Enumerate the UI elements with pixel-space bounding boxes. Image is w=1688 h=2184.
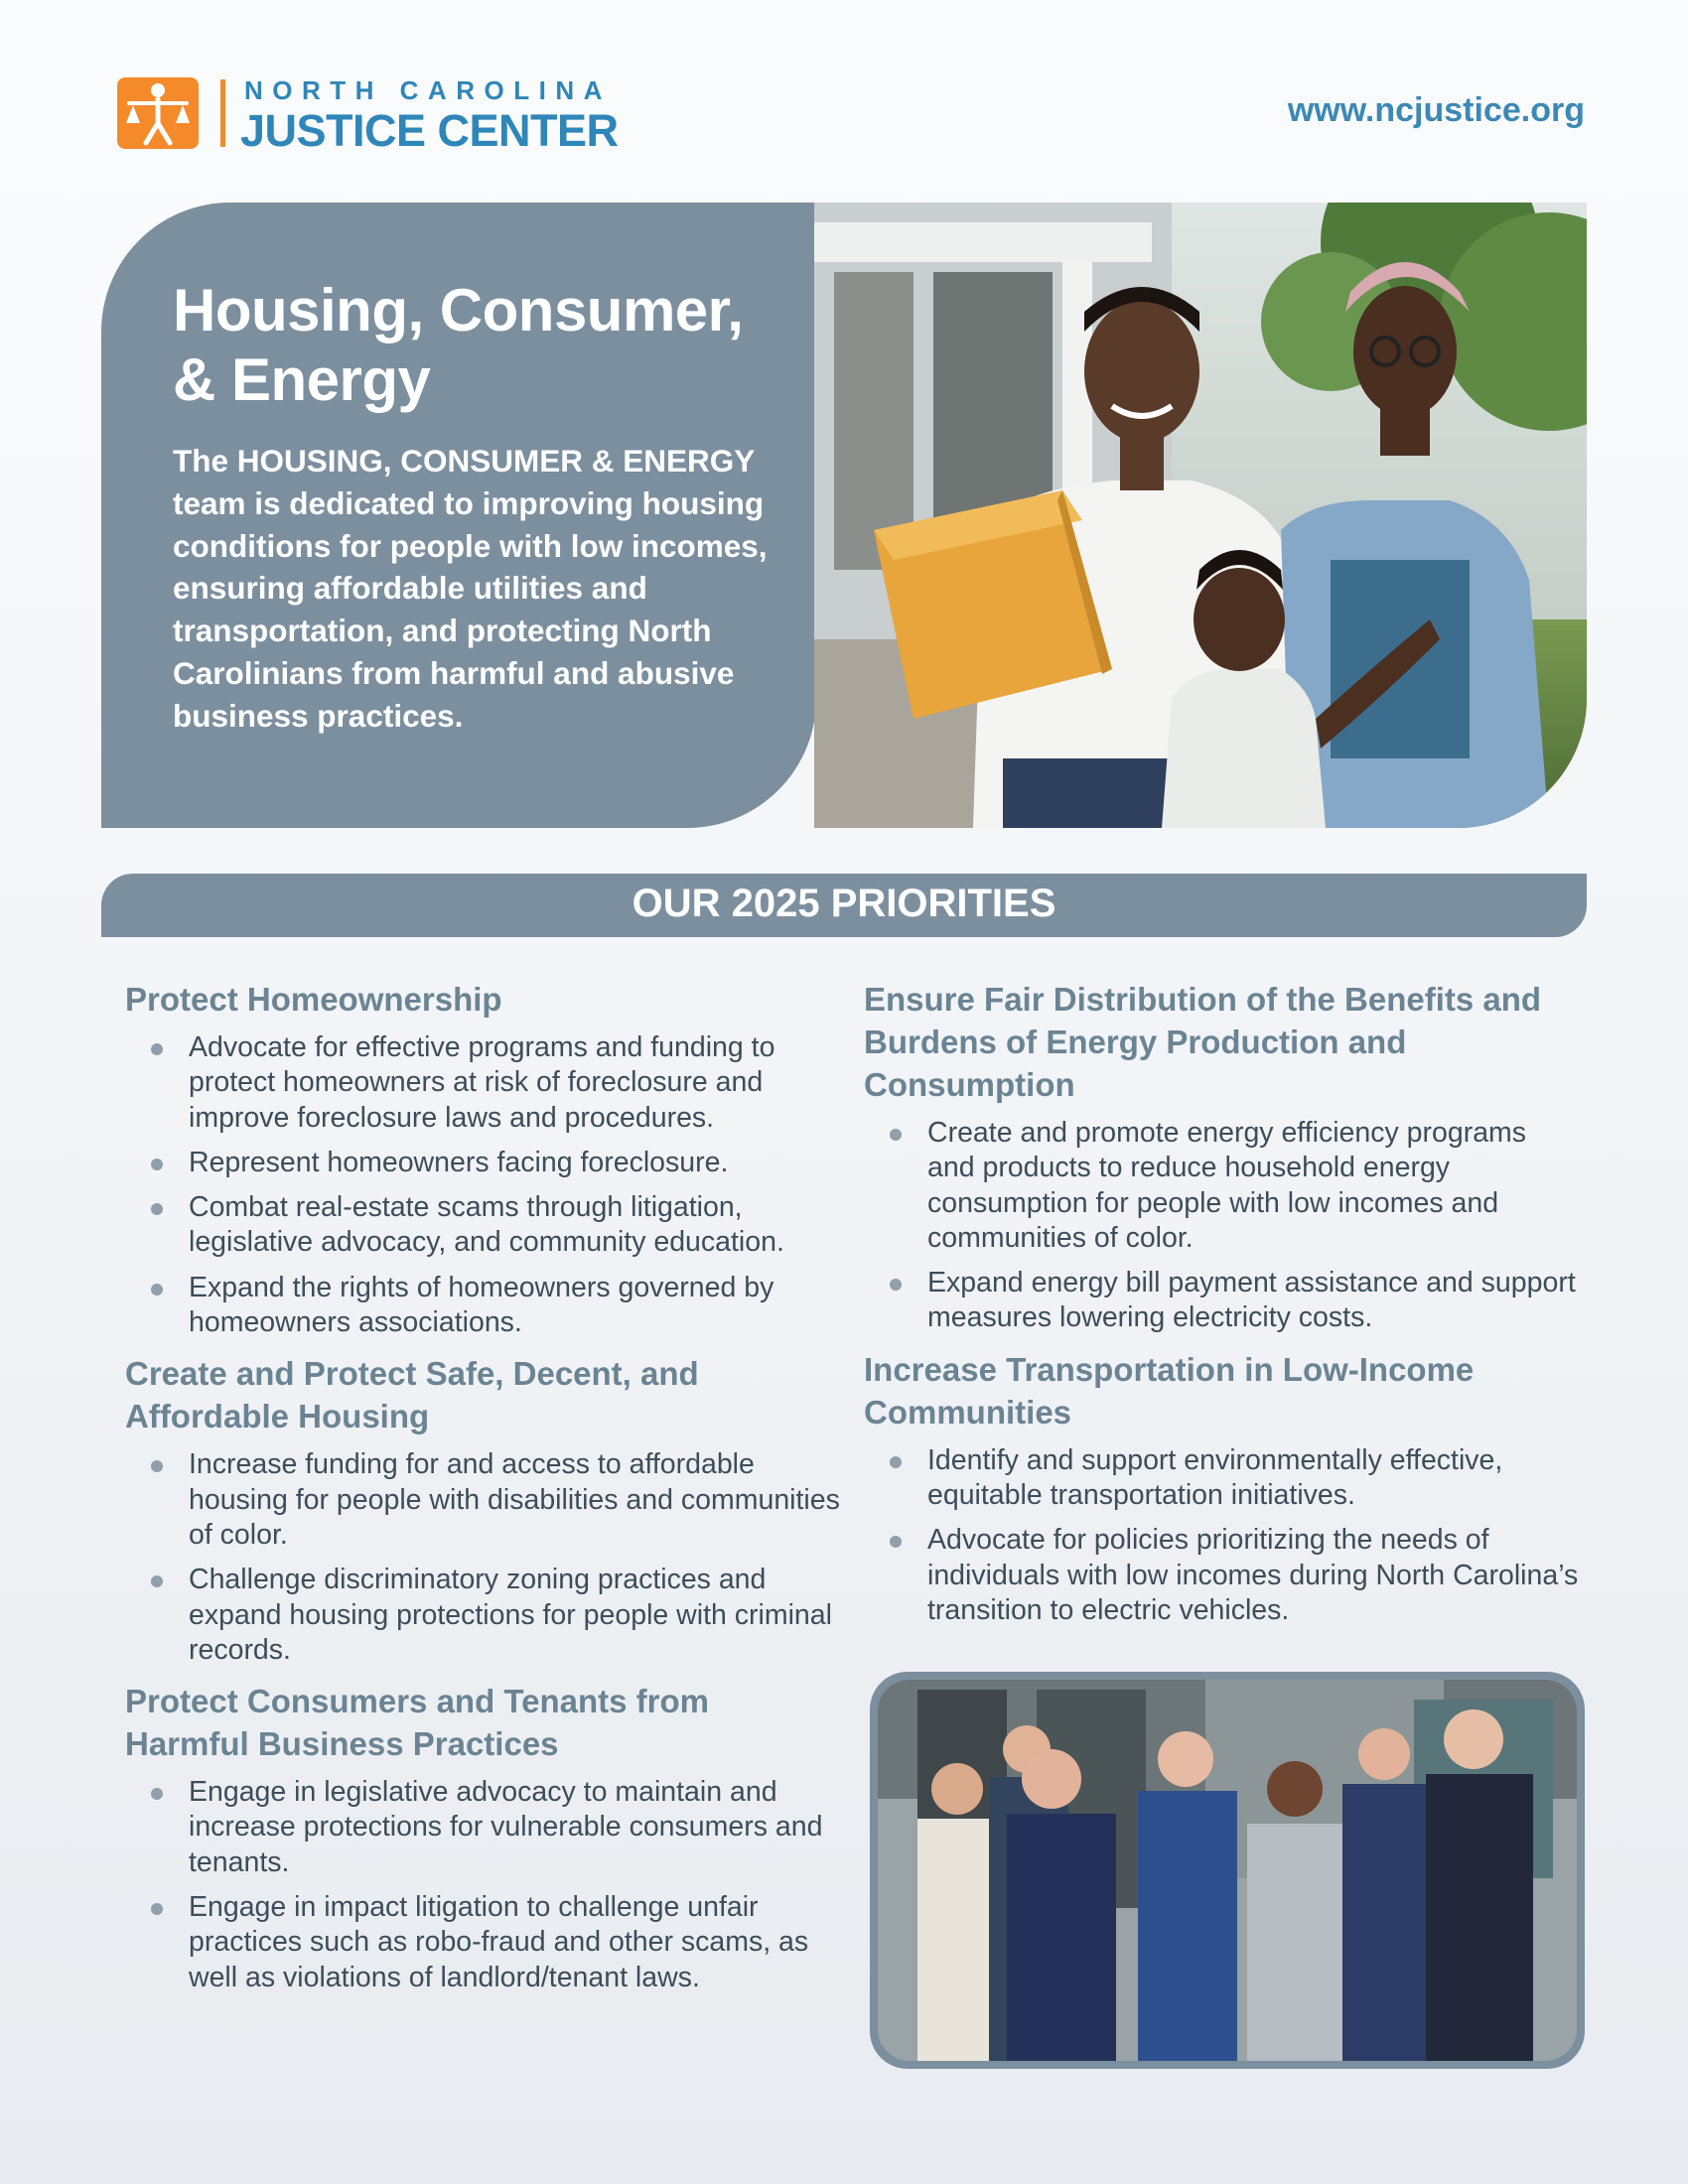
bullet-dot-icon bbox=[151, 1284, 163, 1296]
section-heading-homeownership: Protect Homeownership bbox=[125, 981, 502, 1018]
list-item: Advocate for policies prioritizing the needs of individuals with low incomes during North Carolina’s transition to electric vehicles. bbox=[864, 1523, 1579, 1628]
org-name-line1: NORTH CAROLINA bbox=[244, 75, 612, 105]
bullet-list bbox=[125, 1447, 840, 1668]
list-item: Engage in legislative advocacy to maintain and increase protections for vulnerable consumers and tenants. bbox=[125, 1775, 840, 1880]
family-with-moving-box-photo bbox=[814, 203, 1587, 828]
bullet-list bbox=[864, 1116, 1579, 1336]
bullet-dot-icon bbox=[151, 1788, 163, 1800]
section-heading-affordable-housing: Create and Protect Safe, Decent, and Affordable Housing bbox=[125, 1355, 699, 1435]
priorities-left-column bbox=[125, 978, 840, 2005]
section-heading-transportation: Increase Transportation in Low-Income Communities bbox=[864, 1350, 1475, 1431]
bullet-dot-icon bbox=[151, 1903, 163, 1915]
bullet-dot-icon bbox=[151, 1460, 163, 1472]
priorities-right-column bbox=[864, 978, 1579, 1638]
page-title-line2: & Energy bbox=[173, 346, 431, 413]
team-group-photo bbox=[878, 1680, 1577, 2061]
hero-description: The HOUSING, CONSUMER & ENERGY team is dedicated to improving housing conditions for people with low incomes, ensuring affordable utilities and transportation, and protecting North Carolinians from harmful and abusive business practices. bbox=[173, 443, 768, 734]
list-item: Engage in impact litigation to challenge unfair practices such as robo-fraud and other scams, as well as violations of landlord/tenant laws. bbox=[125, 1890, 840, 1995]
org-name-line2: JUSTICE CENTER bbox=[240, 105, 619, 156]
list-item: Create and promote energy efficiency programs and products to reduce household energy consumption for people with low incomes and communities of color. bbox=[864, 1116, 1579, 1256]
bullet-dot-icon bbox=[151, 1159, 163, 1170]
scales-of-justice-figure-icon bbox=[117, 77, 199, 149]
list-item: Advocate for effective programs and funding to protect homeowners at risk of foreclosure and improve foreclosure laws and procedures. bbox=[125, 1030, 840, 1136]
bullet-dot-icon bbox=[151, 1043, 163, 1055]
list-item: Identify and support environmentally effective, equitable transportation initiatives. bbox=[864, 1443, 1579, 1514]
list-item: Challenge discriminatory zoning practices and expand housing protections for people with criminal records. bbox=[125, 1563, 840, 1668]
website-link[interactable]: www.ncjustice.org bbox=[1287, 91, 1585, 129]
list-item: Represent homeowners facing foreclosure. bbox=[125, 1146, 840, 1180]
list-item: Increase funding for and access to affordable housing for people with disabilities and communities of color. bbox=[125, 1447, 840, 1553]
list-item: Expand the rights of homeowners governed by homeowners associations. bbox=[125, 1271, 840, 1341]
list-item: Combat real-estate scams through litigation, legislative advocacy, and community education. bbox=[125, 1190, 840, 1261]
page-title-line1: Housing, Consumer, bbox=[173, 277, 744, 343]
bullet-dot-icon bbox=[890, 1536, 902, 1548]
org-logo bbox=[117, 75, 633, 155]
bullet-dot-icon bbox=[151, 1203, 163, 1215]
bullet-list bbox=[864, 1443, 1579, 1628]
bullet-dot-icon bbox=[890, 1279, 902, 1291]
bullet-list bbox=[125, 1775, 840, 1995]
bullet-list bbox=[125, 1030, 840, 1340]
bullet-dot-icon bbox=[890, 1456, 902, 1468]
page-title bbox=[173, 276, 808, 415]
priorities-title: OUR 2025 PRIORITIES bbox=[632, 882, 1056, 925]
list-item: Expand energy bill payment assistance and support measures lowering electricity costs. bbox=[864, 1266, 1579, 1336]
section-heading-energy: Ensure Fair Distribution of the Benefits and Burdens of Energy Production and Consumption bbox=[864, 981, 1542, 1103]
bullet-dot-icon bbox=[151, 1575, 163, 1587]
logo-divider bbox=[220, 79, 225, 147]
section-heading-consumers-tenants: Protect Consumers and Tenants from Harmful Business Practices bbox=[125, 1683, 709, 1763]
bullet-dot-icon bbox=[890, 1129, 902, 1141]
